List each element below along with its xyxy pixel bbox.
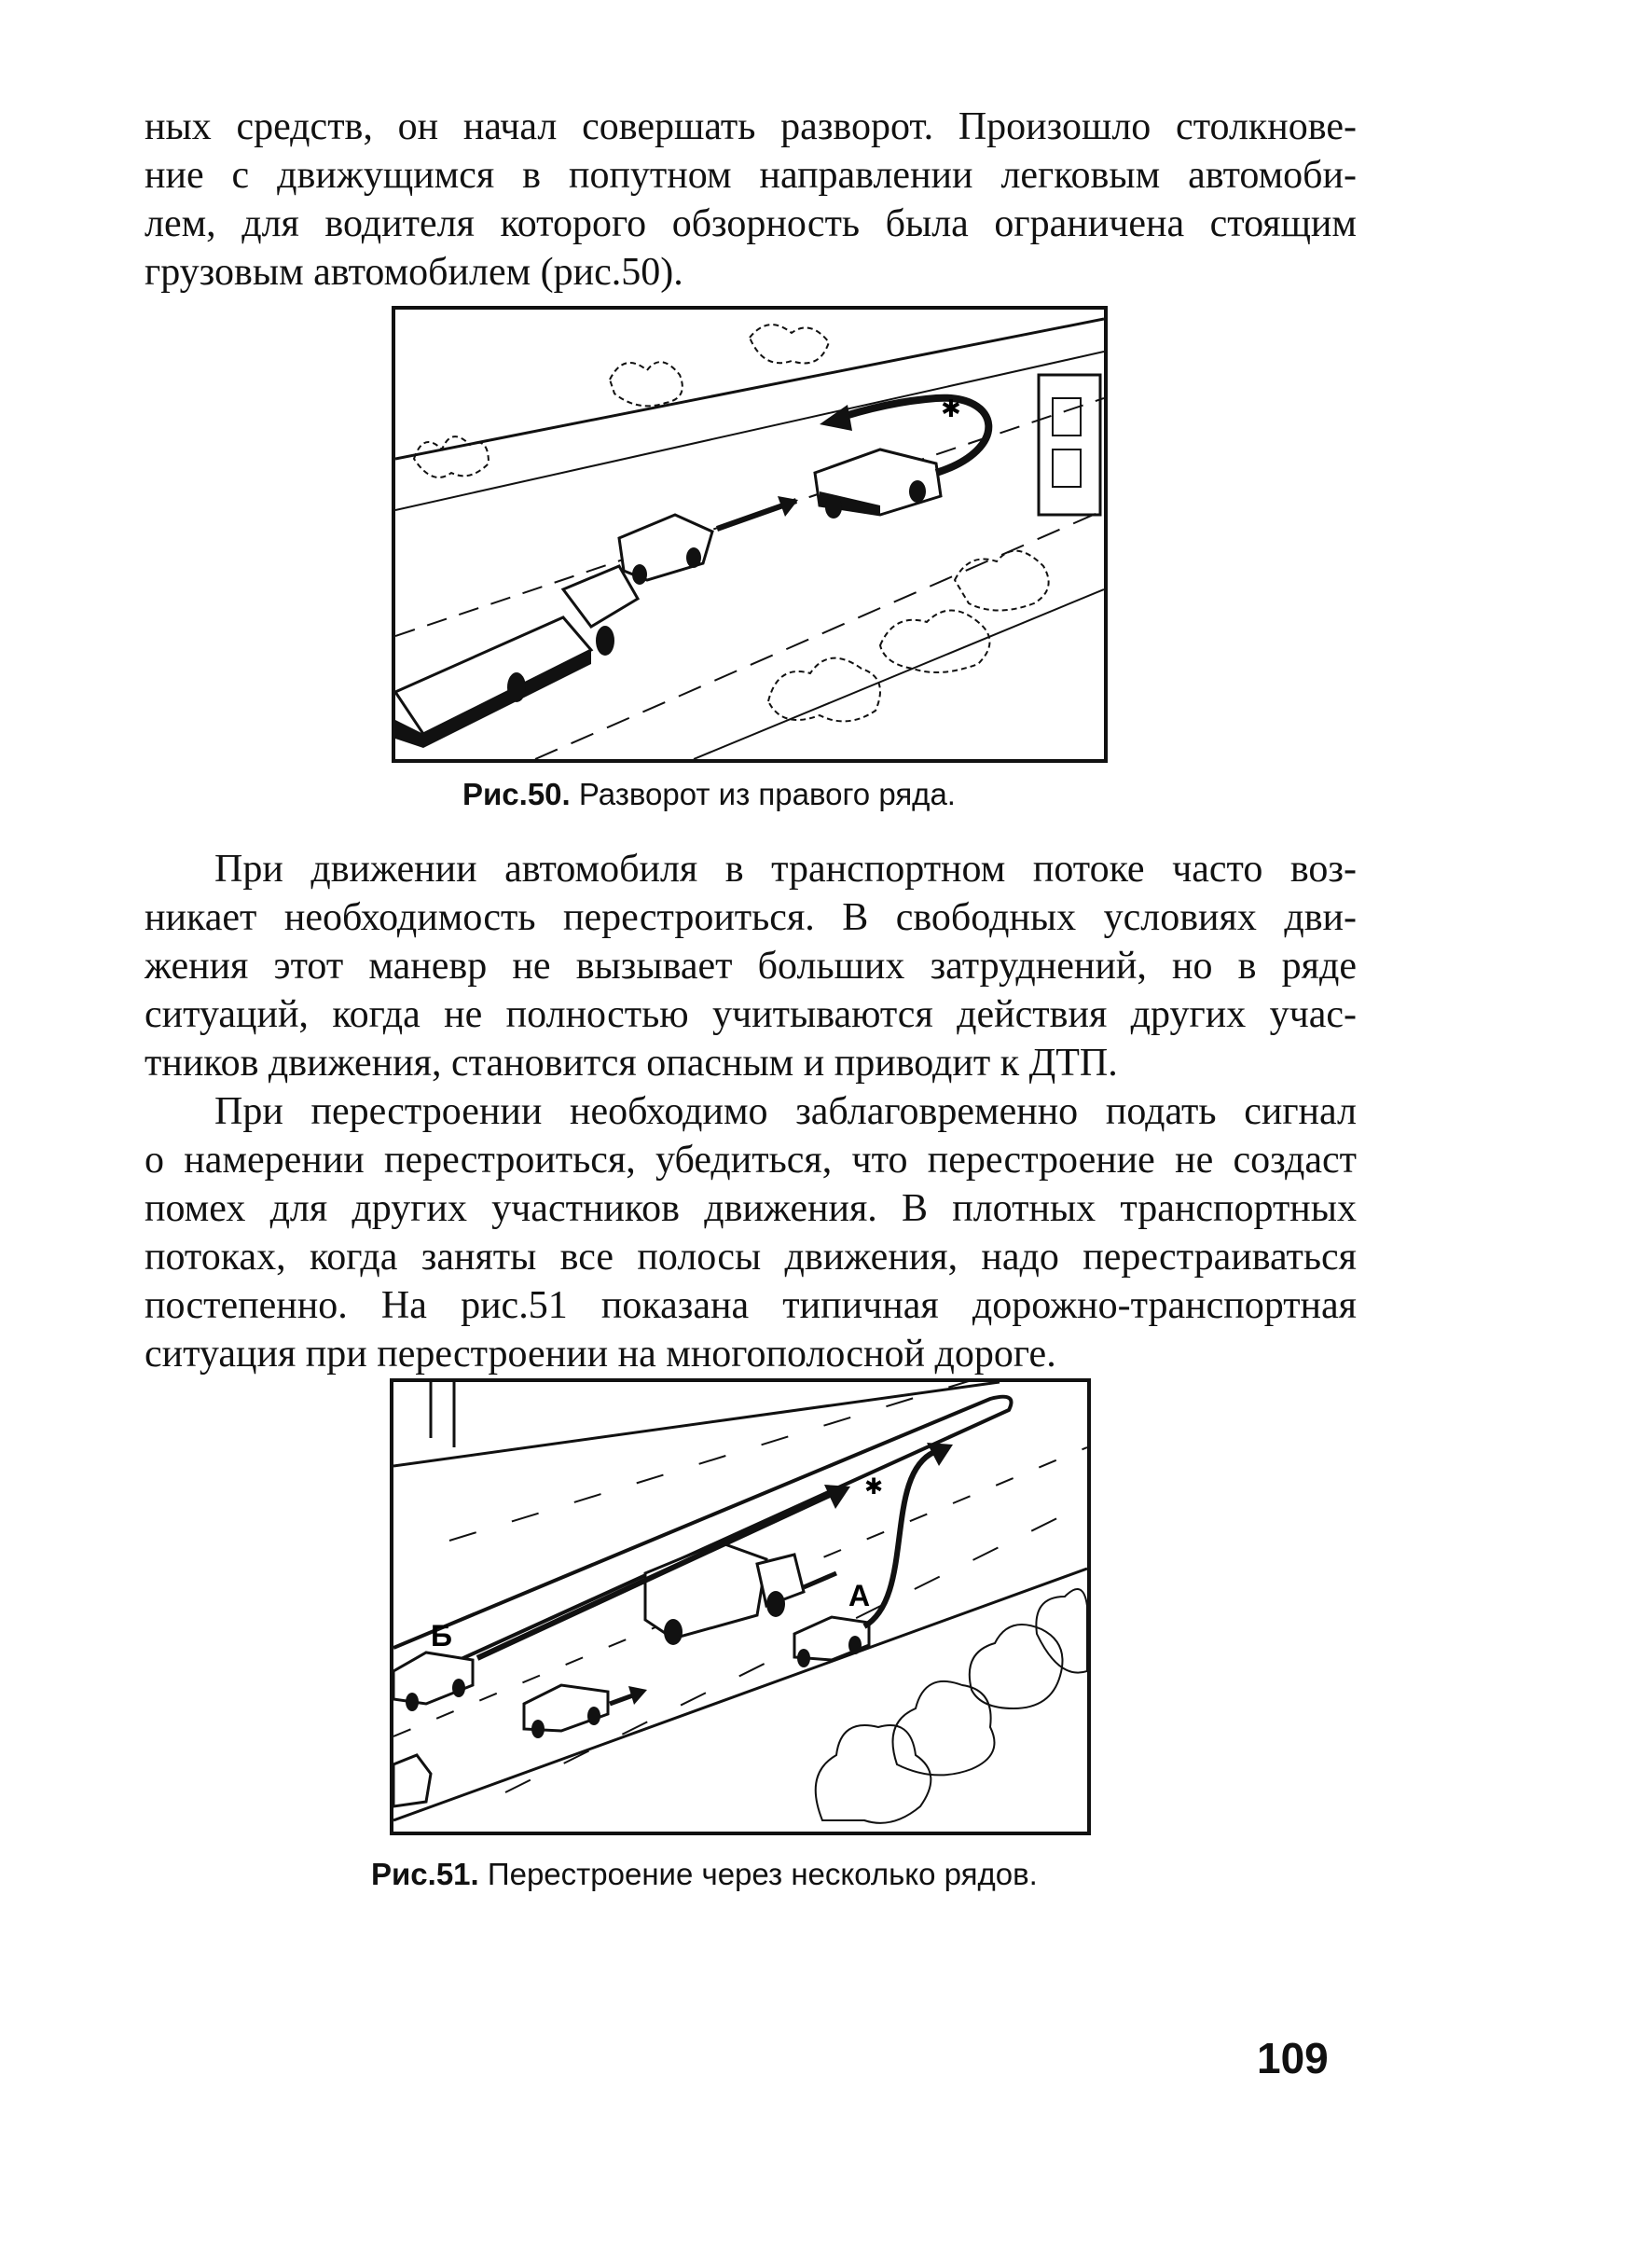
turning-car <box>815 449 941 519</box>
page-number: 109 <box>1257 2034 1329 2082</box>
text-line: жения этот маневр не вызывает больших затруднений, но в ряде <box>145 945 1357 988</box>
paragraph-1 <box>145 103 1357 297</box>
text-line: помех для других участников движения. В плотных транспортных <box>145 1187 1357 1230</box>
figure-51-label: Рис.51. <box>371 1857 479 1891</box>
text-line: грузовым автомобилем (рис.50). <box>145 251 683 294</box>
figure-50-label: Рис.50. <box>462 777 571 811</box>
arrow-head <box>628 1686 647 1705</box>
figure-50-illustration <box>392 306 1108 763</box>
text-line: ситуаций, когда не полностью учитываются действия других учас- <box>145 993 1357 1036</box>
figure-51-caption <box>371 1856 1038 1893</box>
median-strip <box>393 1397 1012 1690</box>
paragraph-3 <box>145 1087 1357 1378</box>
u-turn-scene-drawing <box>395 310 1104 759</box>
figure-50-caption-text: Разворот из правого ряда. <box>570 777 956 811</box>
label-a: А <box>848 1579 871 1612</box>
road-edge-far-2 <box>395 352 1104 510</box>
label-b: Б <box>431 1619 452 1653</box>
figure-51-illustration <box>390 1378 1091 1835</box>
building <box>1039 375 1100 515</box>
tree <box>880 611 990 673</box>
direction-arrow <box>804 1573 836 1587</box>
road-edge-near <box>694 589 1104 759</box>
text-line: При движении автомобиля в транспортном потоке часто воз- <box>214 848 1357 891</box>
tree <box>816 1725 931 1823</box>
text-line: ние с движущимся в попутном направлении легковым автомоби- <box>145 154 1357 197</box>
text-line: постепенно. На рис.51 показана типичная дорожно-транспортная <box>145 1284 1357 1327</box>
paragraph-2 <box>145 845 1357 1087</box>
tree <box>750 325 829 363</box>
text-line: тников движения, становится опасным и приводит к ДТП. <box>145 1042 1118 1085</box>
passenger-car <box>524 1685 608 1738</box>
text-line: ситуация при перестроении на многополосной дороге. <box>145 1333 1056 1376</box>
text-line: о намерении перестроиться, убедиться, что перестроение не создаст <box>145 1139 1357 1182</box>
tree <box>955 551 1049 611</box>
text-line: потоках, когда заняты все полосы движения, надо перестраиваться <box>145 1236 1357 1279</box>
parked-car <box>393 1755 431 1806</box>
tree <box>893 1681 995 1776</box>
truck <box>395 566 638 748</box>
figure-51-caption-text: Перестроение через несколько рядов. <box>478 1857 1038 1891</box>
collision-mark: ✱ <box>941 395 961 423</box>
window <box>1053 398 1081 436</box>
passenger-car <box>619 515 712 585</box>
text-line: лем, для водителя которого обзорность была ограничена стоящим <box>145 202 1357 245</box>
window <box>1053 449 1081 487</box>
figure-50-caption <box>462 776 956 813</box>
car-a <box>794 1617 869 1667</box>
text-line: При перестроении необходимо заблаговременно подать сигнал <box>214 1090 1357 1133</box>
arrow-head <box>820 405 852 431</box>
tree <box>610 362 683 406</box>
collision-mark: ✱ <box>864 1473 884 1500</box>
tree <box>414 436 489 477</box>
text-line: никает необходимость перестроиться. В свободных условиях дви- <box>145 896 1357 939</box>
text-line: ных средств, он начал совершать разворот. Произошло столкнове- <box>145 105 1357 148</box>
lane-change-scene-drawing <box>393 1382 1087 1832</box>
road-edge-far <box>395 319 1104 459</box>
